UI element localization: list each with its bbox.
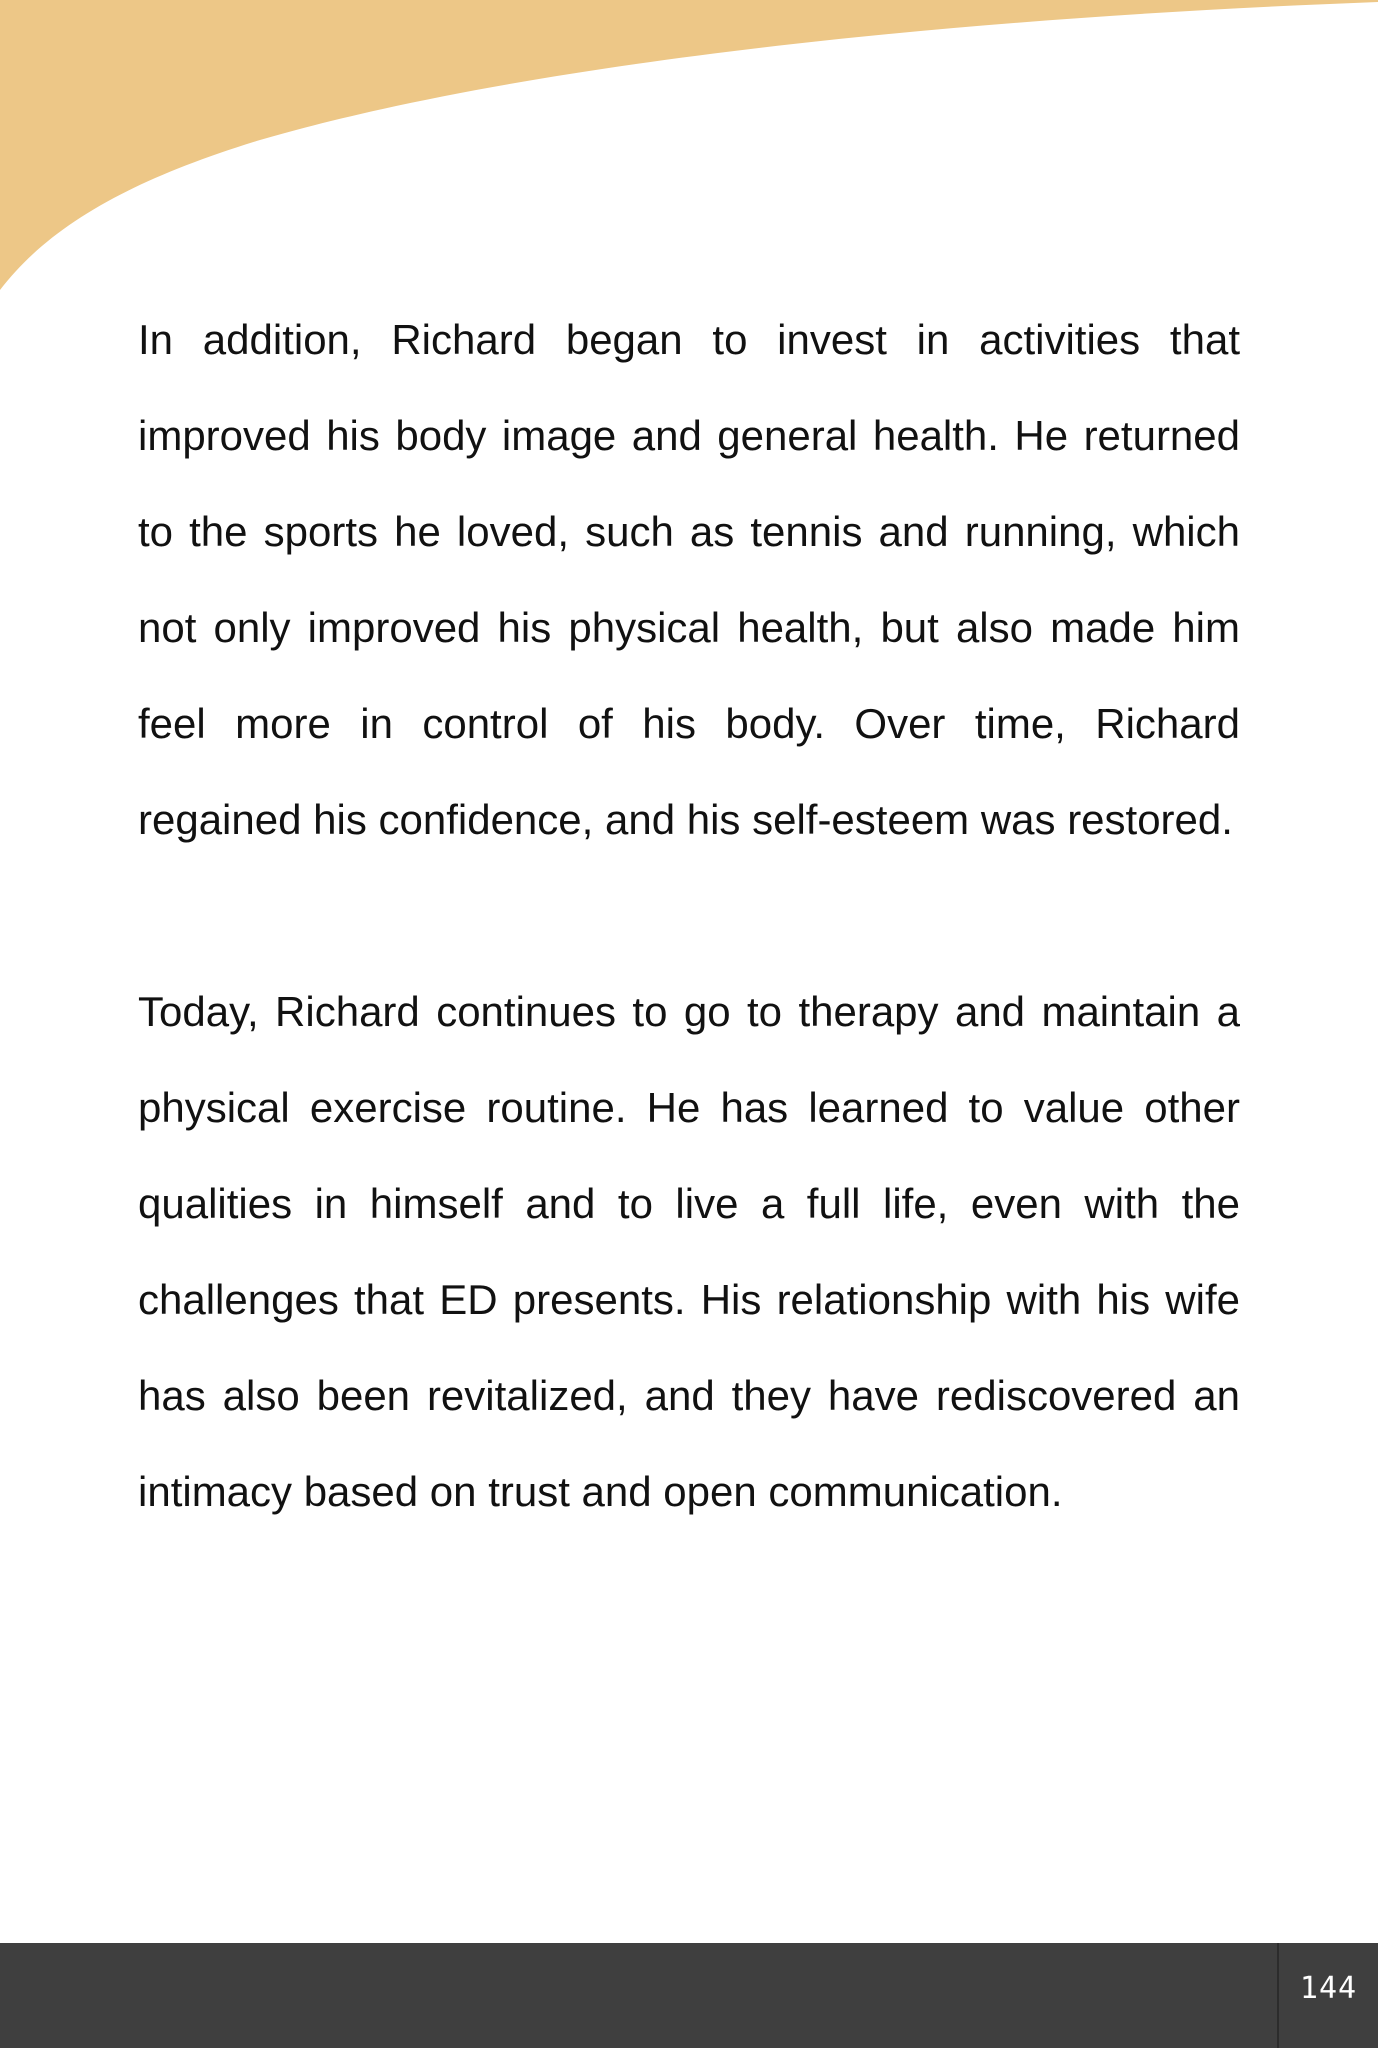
decorative-top-swoosh [0, 0, 1378, 300]
paragraph-1: In addition, Richard began to invest in activities that improved his body image and general health. He returned to the sports he loved, such as tennis and running, which not only improved his physical health, but also made him feel more in control of his body. Over time, Richard regained his confidence, and his self-esteem was restored. [138, 316, 1240, 843]
paragraph-2: Today, Richard continues to go to therapy and maintain a physical exercise routine. He has learned to value other qualities in himself and to live a full life, even with the challenges that ED presents. His relationship with his wife has also been revitalized, and they have rediscovered an intimacy based on trust and open communication. [138, 988, 1240, 1515]
page-number: 144 [1299, 1970, 1358, 2006]
footer-bar [0, 1943, 1378, 2048]
swoosh-shape [0, 0, 1378, 290]
page-content [138, 292, 1240, 1540]
